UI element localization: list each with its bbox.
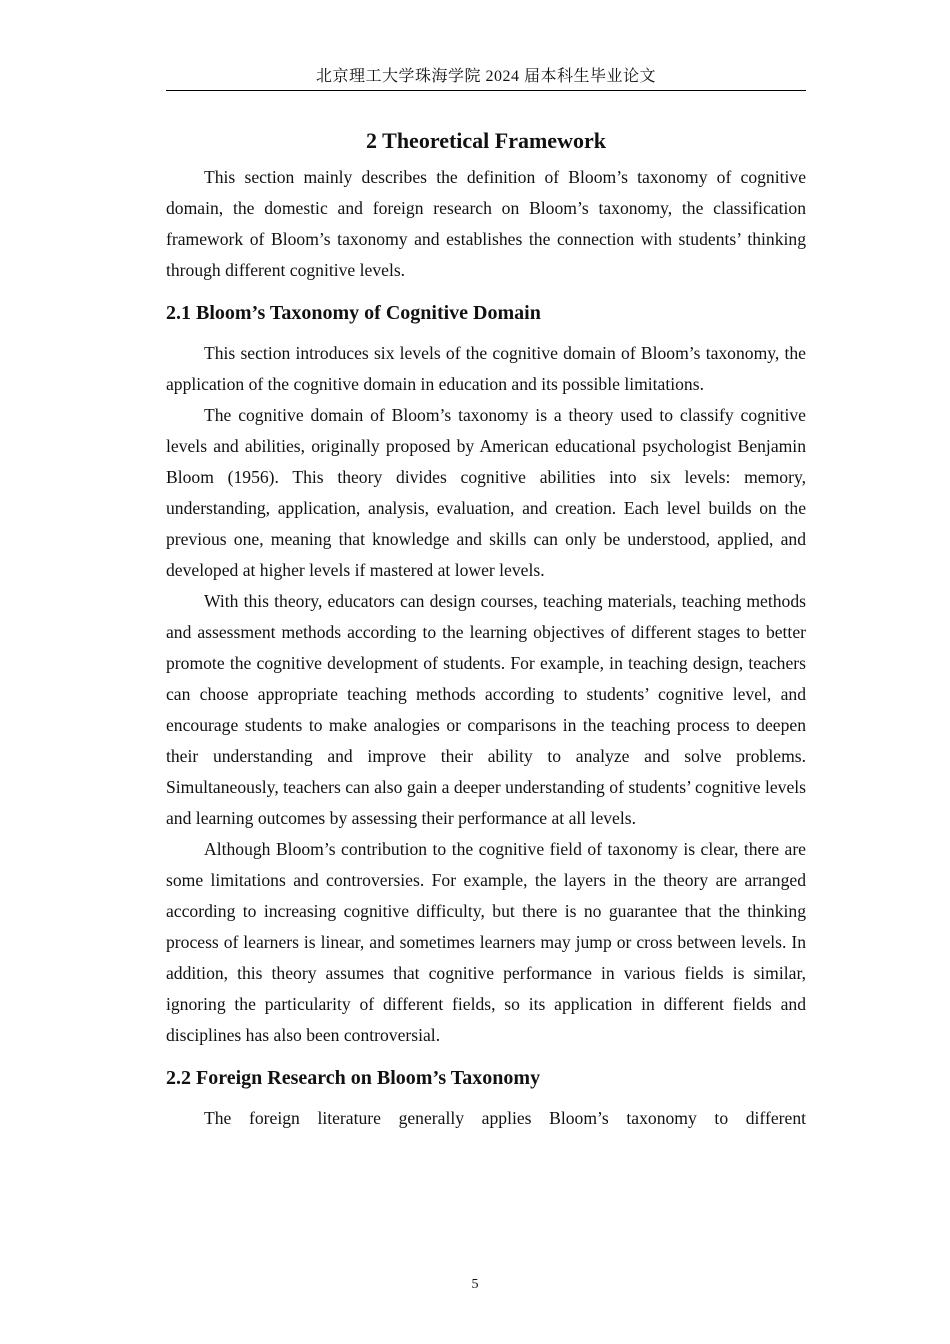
section-2-1-paragraph-3: With this theory, educators can design courses, teaching materials, teaching methods and assessment methods according to the learning objectives of different stages to better promote the cognitive development of students. For example, in teaching design, teachers can choose appropriate teaching methods according to students’ cognitive level, and encourage students to make analogies or comparisons in the teaching process to deepen their understanding and improve their ability to analyze and solve problems. Simultaneously, teachers can also gain a deeper understanding of students’ cognitive levels and learning outcomes by assessing their performance at all levels. [166,591,806,828]
chapter-heading: 2 Theoretical Framework [366,128,606,153]
section-2-1-paragraph-1: This section introduces six levels of the cognitive domain of Bloom’s taxonomy, the application of the cognitive domain in education and its possible limitations. [166,343,806,394]
chapter-intro-paragraph: This section mainly describes the definition of Bloom’s taxonomy of cognitive domain, the domestic and foreign research on Bloom’s taxonomy, the classification framework of Bloom’s taxonomy and establishes the connection with students’ thinking through different cognitive levels. [166,167,806,280]
page-number: 5 [471,1277,479,1292]
page-body [166,120,806,1134]
section-heading-2-2: 2.2 Foreign Research on Bloom’s Taxonomy [166,1067,541,1089]
section-2-1-paragraph-4: Although Bloom’s contribution to the cognitive field of taxonomy is clear, there are some limitations and controversies. For example, the layers in the theory are arranged according to increasing cognitive difficulty, but there is no guarantee that the thinking process of learners is linear, and sometimes learners may jump or cross between levels. In addition, this theory assumes that cognitive performance in various fields is similar, ignoring the particularity of different fields, so its application in different fields and disciplines has also been controversial. [166,839,806,1045]
section-2-2-paragraph-1: The foreign literature generally applies Bloom’s taxonomy to different [204,1108,806,1128]
running-header: 北京理工大学珠海学院 2024 届本科生毕业论文 [166,66,806,91]
section-2-1-paragraph-2: The cognitive domain of Bloom’s taxonomy is a theory used to classify cognitive levels and abilities, originally proposed by American educational psychologist Benjamin Bloom (1956). This theory divides cognitive abilities into six levels: memory, understanding, application, analysis, evaluation, and creation. Each level builds on the previous one, meaning that knowledge and skills can only be understood, applied, and developed at higher levels if mastered at lower levels. [166,405,806,580]
section-heading-2-1: 2.1 Bloom’s Taxonomy of Cognitive Domain [166,302,541,324]
